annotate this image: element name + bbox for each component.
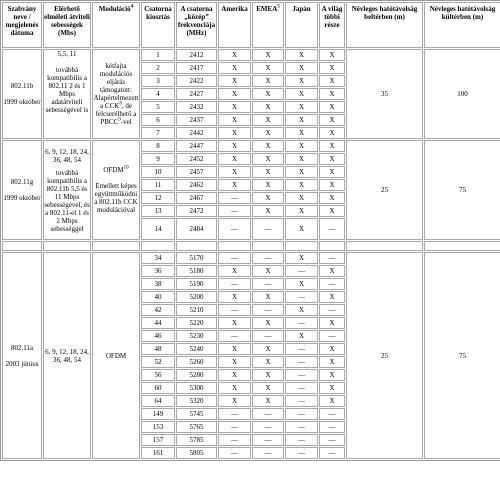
emea-support: — xyxy=(252,252,284,264)
america-support: X xyxy=(218,166,251,178)
rest-of-world-support: X xyxy=(319,153,345,165)
empty-cell xyxy=(346,241,423,251)
center-frequency: 5170 xyxy=(176,252,217,264)
japan-support: X xyxy=(285,330,318,342)
japan-support: — xyxy=(285,369,318,381)
outdoor-range: 75 xyxy=(424,252,500,459)
emea-support: X xyxy=(252,291,284,303)
channel-number: 2 xyxy=(141,62,175,74)
channel-number: 52 xyxy=(141,356,175,368)
america-support: X xyxy=(218,179,251,191)
channel-number: 34 xyxy=(141,252,175,264)
empty-cell xyxy=(176,241,217,251)
center-frequency: 2452 xyxy=(176,153,217,165)
release-date: 2003 június xyxy=(5,359,39,368)
rest-of-world-support: X xyxy=(319,114,345,126)
channel-number: 38 xyxy=(141,278,175,290)
emea-support: X xyxy=(252,62,284,74)
japan-support: X xyxy=(285,179,318,191)
emea-support: X xyxy=(252,49,284,61)
rest-of-world-support: — xyxy=(319,421,345,433)
data-rates-cell xyxy=(43,49,91,139)
america-support: X xyxy=(218,265,251,277)
emea-support: — xyxy=(252,304,284,316)
emea-support: — xyxy=(252,447,284,459)
channel-number: 42 xyxy=(141,304,175,316)
japan-support: X xyxy=(285,252,318,264)
channel-number: 3 xyxy=(141,75,175,87)
emea-support: X xyxy=(252,395,284,407)
center-frequency: 2412 xyxy=(176,49,217,61)
indoor-range: 35 xyxy=(346,49,423,139)
rest-of-world-support: X xyxy=(319,356,345,368)
emea-support: X xyxy=(252,114,284,126)
modulation-text: -vel xyxy=(120,118,132,126)
header-rest-of-world: A világ többi része xyxy=(319,2,345,48)
standard-802-11b-cell xyxy=(2,49,42,139)
center-frequency: 2467 xyxy=(176,192,217,204)
america-support: — xyxy=(218,447,251,459)
empty-cell xyxy=(218,241,251,251)
channel-number: 64 xyxy=(141,395,175,407)
rest-of-world-support: X xyxy=(319,127,345,139)
footnote-mark: 8 xyxy=(119,101,122,107)
rest-of-world-support: X xyxy=(319,205,345,217)
america-support: — xyxy=(218,205,251,217)
japan-support: — xyxy=(285,356,318,368)
channel-number: 4 xyxy=(141,88,175,100)
japan-support: X xyxy=(285,218,318,240)
modulation-text: , de felcserélhető a PBCC xyxy=(95,102,137,126)
footnote-mark: 10 xyxy=(123,165,129,171)
compatibility-note: továbbá kompatibilis a 802.11b 5,5 és 11 Mbps sebességével, és a 802.11-el 1 és 2 Mbps sebességgel xyxy=(44,168,90,233)
emea-support: X xyxy=(252,343,284,355)
center-frequency: 5745 xyxy=(176,408,217,420)
japan-support: — xyxy=(285,291,318,303)
japan-support: — xyxy=(285,343,318,355)
emea-support: X xyxy=(252,179,284,191)
indoor-range: 25 xyxy=(346,140,423,240)
header-channel: Csatorna kiosztás xyxy=(141,2,175,48)
channel-number: 11 xyxy=(141,179,175,191)
rest-of-world-support: X xyxy=(319,88,345,100)
modulation-text: kétfajta modulációs eljárás támogatott: Alapértelmezett a CCK xyxy=(93,62,139,110)
japan-support: — xyxy=(285,421,318,433)
japan-support: — xyxy=(285,265,318,277)
japan-support: — xyxy=(285,434,318,446)
separator-row xyxy=(2,241,500,251)
rest-of-world-support: X xyxy=(319,179,345,191)
america-support: — xyxy=(218,408,251,420)
japan-support: — xyxy=(285,447,318,459)
outdoor-range: 100 xyxy=(424,49,500,139)
channel-number: 149 xyxy=(141,408,175,420)
data-rates: 6, 9, 12, 18, 24, 36, 48, 54 xyxy=(43,252,91,459)
rest-of-world-support: X xyxy=(319,382,345,394)
table-body xyxy=(2,49,500,459)
standard-802-11g-cell xyxy=(2,140,42,240)
japan-support: X xyxy=(285,62,318,74)
america-support: X xyxy=(218,127,251,139)
rest-of-world-support: X xyxy=(319,75,345,87)
rest-of-world-support: X xyxy=(319,317,345,329)
rest-of-world-support: X xyxy=(319,101,345,113)
center-frequency: 5280 xyxy=(176,369,217,381)
channel-number: 44 xyxy=(141,317,175,329)
header-row xyxy=(2,2,500,48)
rest-of-world-support: X xyxy=(319,369,345,381)
center-frequency: 2442 xyxy=(176,127,217,139)
japan-support: X xyxy=(285,205,318,217)
release-date: 1999 október xyxy=(3,98,41,106)
table-row xyxy=(2,140,500,152)
header-data-rates: Elérhető elméleti átviteli sebességek (Mbs) xyxy=(43,2,91,48)
emea-support: X xyxy=(252,140,284,152)
emea-support: X xyxy=(252,88,284,100)
rest-of-world-support: X xyxy=(319,140,345,152)
emea-support: — xyxy=(252,330,284,342)
header-emea: EMEA$^5$ xyxy=(252,2,284,48)
america-support: — xyxy=(218,218,251,240)
emea-support: X xyxy=(252,369,284,381)
center-frequency: 5785 xyxy=(176,434,217,446)
channel-number: 161 xyxy=(141,447,175,459)
center-frequency: 5210 xyxy=(176,304,217,316)
center-frequency: 5190 xyxy=(176,278,217,290)
center-frequency: 5300 xyxy=(176,382,217,394)
center-frequency: 2427 xyxy=(176,88,217,100)
america-support: X xyxy=(218,114,251,126)
outdoor-range: 75 xyxy=(424,140,500,240)
header-standard-name: Szabvány neve / megjelenés dátuma xyxy=(2,2,42,48)
empty-cell xyxy=(424,241,500,251)
channel-number: 36 xyxy=(141,265,175,277)
empty-cell xyxy=(252,241,284,251)
compatibility-note: továbbá kompatibilis a 802.11 2 és 1 Mbps adatátviteli sebességével is xyxy=(45,66,89,114)
modulation-cell xyxy=(92,49,140,139)
center-frequency: 5320 xyxy=(176,395,217,407)
america-support: — xyxy=(218,304,251,316)
center-frequency: 2462 xyxy=(176,179,217,191)
japan-support: — xyxy=(285,395,318,407)
japan-support: X xyxy=(285,101,318,113)
header-america: Amerika xyxy=(218,2,251,48)
america-support: X xyxy=(218,140,251,152)
rest-of-world-support: — xyxy=(319,278,345,290)
america-support: X xyxy=(218,382,251,394)
emea-support: X xyxy=(252,356,284,368)
emea-support: — xyxy=(252,421,284,433)
japan-support: X xyxy=(285,127,318,139)
america-support: X xyxy=(218,75,251,87)
rest-of-world-support: X xyxy=(319,395,345,407)
rest-of-world-support: X xyxy=(319,291,345,303)
channel-number: 46 xyxy=(141,330,175,342)
channel-number: 10 xyxy=(141,166,175,178)
emea-support: — xyxy=(252,218,284,240)
emea-support: — xyxy=(252,434,284,446)
rest-of-world-support: — xyxy=(319,434,345,446)
japan-support: X xyxy=(285,140,318,152)
center-frequency: 5230 xyxy=(176,330,217,342)
channel-number: 8 xyxy=(141,140,175,152)
america-support: X xyxy=(218,343,251,355)
center-frequency: 5260 xyxy=(176,356,217,368)
america-support: X xyxy=(218,291,251,303)
japan-support: — xyxy=(285,408,318,420)
channel-number: 56 xyxy=(141,369,175,381)
channel-number: 157 xyxy=(141,434,175,446)
rest-of-world-support: — xyxy=(319,408,345,420)
header-outdoor-range: Névleges hatótávolság kültérben (m) xyxy=(424,2,500,48)
standard-name: 802.11g xyxy=(10,178,34,186)
channel-number: 7 xyxy=(141,127,175,139)
japan-support: X xyxy=(285,304,318,316)
emea-support: X xyxy=(252,101,284,113)
america-support: X xyxy=(218,317,251,329)
center-frequency: 5805 xyxy=(176,447,217,459)
header-indoor-range: Névleges hatótávolság beltérben (m) xyxy=(346,2,423,48)
america-support: X xyxy=(218,369,251,381)
america-support: — xyxy=(218,192,251,204)
center-frequency: 2457 xyxy=(176,166,217,178)
channel-number: 5 xyxy=(141,101,175,113)
america-support: — xyxy=(218,330,251,342)
rest-of-world-support: — xyxy=(319,218,345,240)
center-frequency: 2484 xyxy=(176,218,217,240)
japan-support: X xyxy=(285,114,318,126)
japan-support: X xyxy=(285,153,318,165)
header-japan: Japán xyxy=(285,2,318,48)
america-support: X xyxy=(218,62,251,74)
footnote-mark: 5 xyxy=(277,4,280,10)
empty-cell xyxy=(92,241,140,251)
center-frequency: 2422 xyxy=(176,75,217,87)
japan-support: X xyxy=(285,278,318,290)
america-support: X xyxy=(218,153,251,165)
channel-number: 13 xyxy=(141,205,175,217)
rest-of-world-support: — xyxy=(319,330,345,342)
center-frequency: 5240 xyxy=(176,343,217,355)
standard-name: 802.11a xyxy=(10,343,34,352)
header-modulation: Moduláció$^4$ xyxy=(92,2,140,48)
modulation-text: OFDM xyxy=(103,166,124,174)
rest-of-world-support: — xyxy=(319,252,345,264)
modulation-cell xyxy=(92,140,140,240)
empty-cell xyxy=(141,241,175,251)
center-frequency: 2417 xyxy=(176,62,217,74)
america-support: — xyxy=(218,278,251,290)
emea-support: X xyxy=(252,127,284,139)
america-support: X xyxy=(218,395,251,407)
channel-number: 40 xyxy=(141,291,175,303)
channel-number: 14 xyxy=(141,218,175,240)
modulation: OFDM xyxy=(92,252,140,459)
rest-of-world-support: X xyxy=(319,62,345,74)
channel-number: 12 xyxy=(141,192,175,204)
japan-support: X xyxy=(285,88,318,100)
america-support: X xyxy=(218,101,251,113)
channel-number: 60 xyxy=(141,382,175,394)
japan-support: X xyxy=(285,166,318,178)
america-support: — xyxy=(218,252,251,264)
america-support: X xyxy=(218,49,251,61)
center-frequency: 2437 xyxy=(176,114,217,126)
indoor-range: 25 xyxy=(346,252,423,459)
center-frequency: 5765 xyxy=(176,421,217,433)
channel-number: 6 xyxy=(141,114,175,126)
japan-support: X xyxy=(285,49,318,61)
emea-support: X xyxy=(252,382,284,394)
empty-cell xyxy=(2,241,42,251)
standard-name: 802.11b xyxy=(10,82,34,90)
emea-support: — xyxy=(252,408,284,420)
america-support: — xyxy=(218,421,251,433)
data-rates-cell xyxy=(43,140,91,240)
center-frequency: 5220 xyxy=(176,317,217,329)
center-frequency: 5180 xyxy=(176,265,217,277)
rest-of-world-support: — xyxy=(319,304,345,316)
japan-support: X xyxy=(285,192,318,204)
america-support: X xyxy=(218,88,251,100)
rest-of-world-support: X xyxy=(319,166,345,178)
america-support: — xyxy=(218,434,251,446)
rest-of-world-support: X xyxy=(319,192,345,204)
empty-cell xyxy=(319,241,345,251)
emea-support: X xyxy=(252,265,284,277)
rest-of-world-support: X xyxy=(319,49,345,61)
center-frequency: 5200 xyxy=(176,291,217,303)
release-date: 1999 október xyxy=(3,194,41,202)
footnote-mark: 4 xyxy=(130,4,134,10)
center-frequency: 2447 xyxy=(176,140,217,152)
modulation-note: Emellett képes együttműködni a 802.11b CCK modulációval xyxy=(94,182,138,214)
header-center-frequency: A csatorna „közép” frekvenciája (MHz) xyxy=(176,2,217,48)
emea-support: X xyxy=(252,205,284,217)
rest-of-world-support: X xyxy=(319,343,345,355)
america-support: X xyxy=(218,356,251,368)
emea-support: X xyxy=(252,192,284,204)
empty-cell xyxy=(285,241,318,251)
japan-support: — xyxy=(285,317,318,329)
center-frequency: 2432 xyxy=(176,101,217,113)
empty-cell xyxy=(43,241,91,251)
japan-support: — xyxy=(285,382,318,394)
emea-support: X xyxy=(252,75,284,87)
footnote-mark: 9 xyxy=(118,117,121,123)
rest-of-world-support: X xyxy=(319,265,345,277)
japan-support: X xyxy=(285,75,318,87)
channel-number: 48 xyxy=(141,343,175,355)
channel-number: 1 xyxy=(141,49,175,61)
channel-number: 153 xyxy=(141,421,175,433)
rest-of-world-support: — xyxy=(319,447,345,459)
table-row xyxy=(2,49,500,61)
center-frequency: 2472 xyxy=(176,205,217,217)
data-rates: 5,5, 11 xyxy=(57,50,77,58)
emea-support: X xyxy=(252,317,284,329)
emea-support: X xyxy=(252,166,284,178)
emea-support: — xyxy=(252,278,284,290)
channel-number: 9 xyxy=(141,153,175,165)
standard-802-11a-cell xyxy=(2,252,42,459)
data-rates: 6, 9, 12, 18, 24, 36, 48, 54 xyxy=(45,147,89,164)
table-row xyxy=(2,252,500,264)
emea-support: X xyxy=(252,153,284,165)
